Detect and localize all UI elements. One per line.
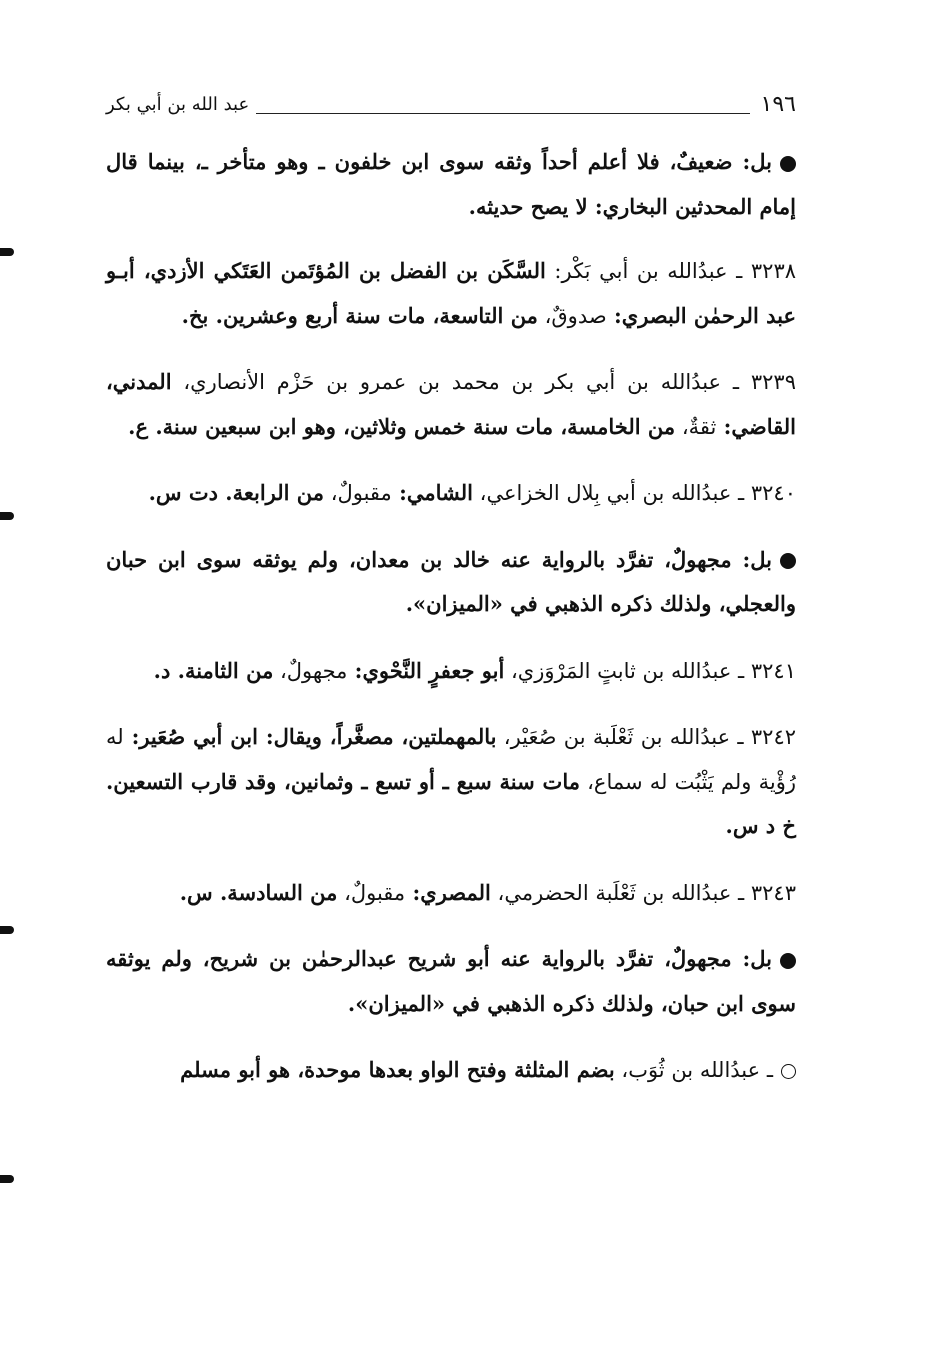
entry-number: ٣٢٣٨ bbox=[750, 259, 797, 283]
entry-details: من الثامنة. د. bbox=[153, 657, 274, 683]
entry-nisba: السَّكَن بن الفضل بن المُؤتَمن العَتَكي الأزدي، أبـو عبد الرحمٰن البصري: bbox=[106, 258, 796, 328]
edge-mark bbox=[0, 512, 14, 520]
edge-mark bbox=[0, 1175, 14, 1183]
entry-number: ٣٢٤٢ bbox=[750, 725, 797, 749]
entry-nisba: أبو جعفرٍ النَّحْوي: bbox=[347, 657, 505, 683]
entry-name: ـ عبدُالله بن أبي بِلال الخزاعي، bbox=[472, 481, 751, 505]
entry-grade: مجهولٌ، bbox=[273, 658, 348, 683]
entry-grade: ثقةٌ، bbox=[675, 414, 717, 439]
entry-details: من الرابعة. دت س. bbox=[148, 480, 325, 505]
entry-name: ـ عبدُالله بن ثَعْلَبة بن صُعَيْر، bbox=[496, 725, 751, 749]
entry-3242 bbox=[106, 715, 796, 849]
entry-nisba: بالمهملتين، مصغَّراً، ويقال: ابن أبي صُعَير: bbox=[123, 724, 497, 749]
entry-3239 bbox=[106, 360, 796, 449]
entry-number: ٣٢٤٣ bbox=[750, 880, 796, 905]
entry-3240 bbox=[106, 471, 796, 516]
entry-name: ـ عبدُالله بن ثَعْلَبة الحضرمي، bbox=[490, 880, 751, 905]
running-title: عبد الله بن أبي بكر bbox=[106, 94, 250, 115]
entry-nisba: المدني، القاضي: bbox=[106, 369, 796, 439]
entry-3241 bbox=[106, 649, 796, 694]
entry-number: ٣٢٣٩ bbox=[750, 370, 796, 394]
entry-details: مات سنة سبع ـ أو تسع ـ وثمانين، وقد قارب التسعين. خ د س. bbox=[106, 768, 796, 838]
bullet-icon bbox=[780, 553, 796, 569]
entry-details: من التاسعة، مات سنة أربع وعشرين. بخ. bbox=[181, 302, 538, 328]
page-body bbox=[106, 140, 796, 1115]
entry-number: ٣٢٤٠ bbox=[750, 481, 796, 505]
bullet-icon bbox=[780, 953, 796, 969]
edge-mark bbox=[0, 926, 14, 934]
comment-paragraph: بل: مجهولٌ، تفرَّد بالرواية عنه خالد بن معدان، ولم يوثقه سوى ابن حبان والعجلي، ولذلك ذكره الذهبي في «الميزان». bbox=[106, 546, 796, 616]
comment-paragraph: بل: مجهولٌ، تفرَّد بالرواية عنه أبو شريح عبدالرحمٰن بن شريح، ولم يوثقه سوى ابن حبان، ولذلك ذكره الذهبي في «الميزان». bbox=[106, 946, 796, 1016]
entry-grade: صدوقٌ، bbox=[537, 303, 607, 328]
entry-name: ـ عبدُالله بن ثابتٍ المَرْوَزي، bbox=[504, 658, 751, 683]
entry-3238 bbox=[106, 249, 796, 338]
page-header bbox=[106, 92, 796, 122]
page-number: ١٩٦ bbox=[760, 92, 796, 117]
comment-paragraph: بل: ضعيفٌ، فلا أعلم أحداً وثقه سوى ابن خلفون ـ وهو متأخر ـ، بينما قال إمام المحدثين البخاري: لا يصح حديثه. bbox=[106, 149, 796, 219]
entry-details: بضم المثلثة وفتح الواو بعدها موحدة، هو أبو مسلم bbox=[180, 1057, 615, 1082]
entry-number: ٣٢٤١ bbox=[750, 658, 796, 683]
entry-name: ـ عبدُالله بن أبي بَكْر: bbox=[545, 259, 751, 283]
entry-grade: مقبولٌ، bbox=[324, 481, 392, 505]
entry-grade: له رُؤْية ولم يَثْبُت له سماع، bbox=[106, 725, 796, 794]
entry-nisba: الشامي: bbox=[391, 480, 473, 505]
entry-ring bbox=[106, 1048, 796, 1093]
bullet-icon bbox=[780, 156, 796, 172]
entry-3243 bbox=[106, 871, 796, 916]
entry-details: من الخامسة، مات سنة خمس وثلاثين، وهو ابن سبعين سنة. ع. bbox=[128, 413, 676, 439]
entry-details: من السادسة. س. bbox=[179, 879, 338, 905]
entry-nisba: المصري: bbox=[405, 879, 491, 905]
entry-name: ـ عبدُالله بن أبي بكر بن محمد بن عمرو بن حَزْم الأنصاري، bbox=[171, 370, 751, 394]
header-rule bbox=[256, 113, 750, 114]
ring-icon bbox=[781, 1064, 796, 1079]
edge-mark bbox=[0, 248, 14, 256]
entry-name: ـ عبدُالله بن ثُوَب، bbox=[614, 1058, 773, 1082]
entry-grade: مقبولٌ، bbox=[337, 880, 406, 905]
